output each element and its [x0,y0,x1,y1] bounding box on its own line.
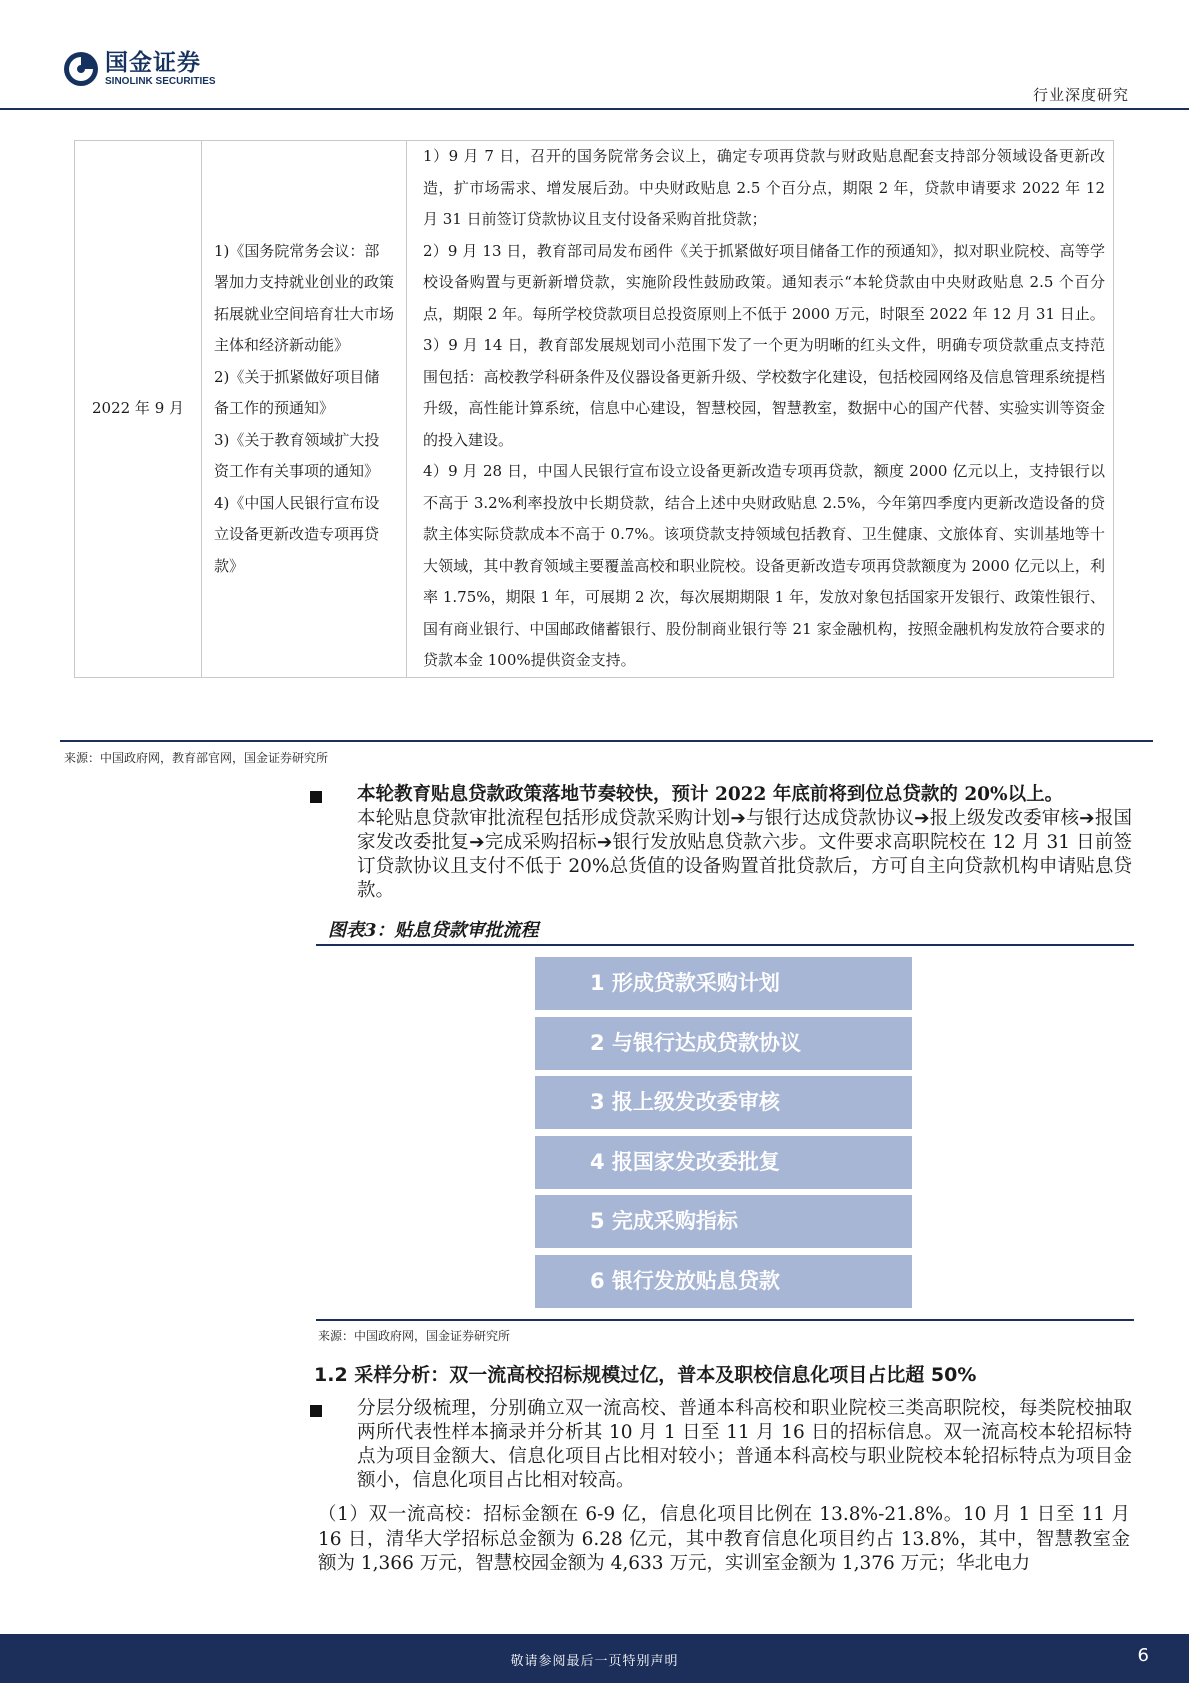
content-item: 4）9 月 28 日，中国人民银行宣布设立设备更新改造专项再贷款，额度 2000 亿元以上，支持银行以不高于 3.2%利率投放中长期贷款，结合上述中央财政贴息 2.5%，今年第四季度内更新改造设备的贷款主体实际贷款成本不高于 0.7%。该项贷款支持领域包括教育、卫生健康、文旅体育、实训基地等十大领域，其中教育领域主要覆盖高校和职业院校。设备更新改造专项再贷款额度为 2000 亿元以上，利率 1.75%，期限 1 年，可展期 2 次，每次展期期限 1 年，发放对象包括国家开发银行、政策性银行、国有商业银行、中国邮政储蓄银行、股份制商业银行等 21 家金融机构，按照金融机构发放符合要求的贷款本金 100%提供资金支持。 [423,462,1105,669]
footer-disclaimer: 敬请参阅最后一页特别声明 [510,1654,679,1669]
bullet-square-icon [310,1405,322,1417]
page-footer [0,1634,1189,1683]
bullet-title: 本轮教育贴息贷款政策落地节奏较快，预计 2022 年底前将到位总贷款的 20%以上。 [357,784,1064,805]
documents-cell [202,141,407,678]
page-number: 6 [1137,1645,1149,1666]
bullet-body: 分层分级梳理，分别确立双一流高校、普通本科高校和职业院校三类高职院校，每类院校抽取两所代表性样本摘录并分析其 10 月 1 日至 11 月 16 日的招标信息。双一流高校本轮招标特点为项目金额大、信息化项目占比相对较小；普通本科高校与职业院校本轮招标特点为项目金额小，信息化项目占比相对较高。 [357,1398,1132,1491]
logo-icon [63,51,99,87]
policy-table [74,140,1114,678]
flow-step-3: 3 报上级发改委审核 [535,1076,912,1129]
flow-step-4: 4 报国家发改委批复 [535,1136,912,1189]
flow-step-1: 1 形成贷款采购计划 [535,957,912,1010]
logo-chinese-name: 国金证券 [105,50,201,76]
document-item: 4)《中国人民银行宣布设立设备更新改造专项再贷款》 [214,493,380,575]
bullet-square-icon [310,791,322,803]
flow-step-6: 6 银行发放贴息贷款 [535,1255,912,1308]
section-heading: 1.2 采样分析：双一流高校招标规模过亿，普本及职校信息化项目占比超 50% [314,1364,977,1386]
table-bottom-rule [60,740,1153,742]
content-cell [407,141,1114,678]
table-source: 来源：中国政府网，教育部官网，国金证券研究所 [64,751,329,765]
content-item: 1）9 月 7 日，召开的国务院常务会议上，确定专项再贷款与财政贴息配套支持部分领域设备更新改造，扩市场需求、增发展后劲。中央财政贴息 2.5 个百分点，期限 2 年，贷款申请要求 2022 年 12 月 31 日前签订贷款协议且支付设备采购首批贷款； [423,147,1105,228]
document-item: 2)《关于抓紧做好项目储备工作的预通知》 [214,367,380,417]
bullet-body: 本轮贴息贷款审批流程包括形成贷款采购计划➔与银行达成贷款协议➔报上级发改委审核➔报国家发改委批复➔完成采购招标➔银行发放贴息贷款六步。文件要求高职院校在 12 月 31 日前签订贷款协议且支付不低于 20%总货值的设备购置首批贷款后，方可自主向贷款机构申请贴息贷款。 [357,808,1132,901]
report-type: 行业深度研究 [1032,86,1129,104]
content-item: 3）9 月 14 日，教育部发展规划司小范围下发了一个更为明晰的红头文件，明确专项贷款重点支持范围包括：高校教学科研条件及仪器设备更新升级、学校数字化建设，包括校园网络及信息管理系统提档升级，高性能计算系统，信息中心建设，智慧校园，智慧教室，数据中心的国产代替、实验实训等资金的投入建设。 [423,336,1105,449]
date-cell: 2022 年 9 月 [75,141,202,678]
flow-step-2: 2 与银行达成贷款协议 [535,1017,912,1070]
company-logo [63,50,216,88]
table-row [75,141,1114,678]
figure-top-rule [316,944,1134,946]
document-item: 1)《国务院常务会议：部署加力支持就业创业的政策 拓展就业空间培育壮大市场主体和经济新动能》 [214,241,395,354]
figure-bottom-rule [316,1319,1134,1321]
flow-step-5: 5 完成采购指标 [535,1195,912,1248]
figure-source: 来源：中国政府网，国金证券研究所 [318,1329,511,1343]
bullet-paragraph-sampling [314,1397,1132,1493]
logo-english-name: SINOLINK SECURITIES [105,76,216,87]
document-item: 3)《关于教育领域扩大投资工作有关事项的通知》 [214,430,380,480]
figure-title: 图表3：贴息贷款审批流程 [328,920,539,941]
bullet-paragraph-policy [314,783,1132,903]
paragraph-double-first-class: （1）双一流高校：招标金额在 6-9 亿，信息化项目比例在 13.8%-21.8%。10 月 1 日至 11 月 16 日，清华大学招标总金额为 6.28 亿元，其中教育信息化项目约占 13.8%，其中，智慧教室金额为 1,366 万元，智慧校园金额为 4,633 万元，实训室金额为 1,376 万元；华北电力 [318,1504,1130,1574]
header-divider [0,108,1189,110]
content-item: 2）9 月 13 日，教育部司局发布函件《关于抓紧做好项目储备工作的预通知》，拟对职业院校、高等学校设备购置与更新新增贷款，实施阶段性鼓励政策。通知表示“本轮贷款由中央财政贴息 2.5 个百分点，期限 2 年。每所学校贷款项目总投资原则上不低于 2000 万元，时限至 2022 年 12 月 31 日止。 [423,241,1105,323]
